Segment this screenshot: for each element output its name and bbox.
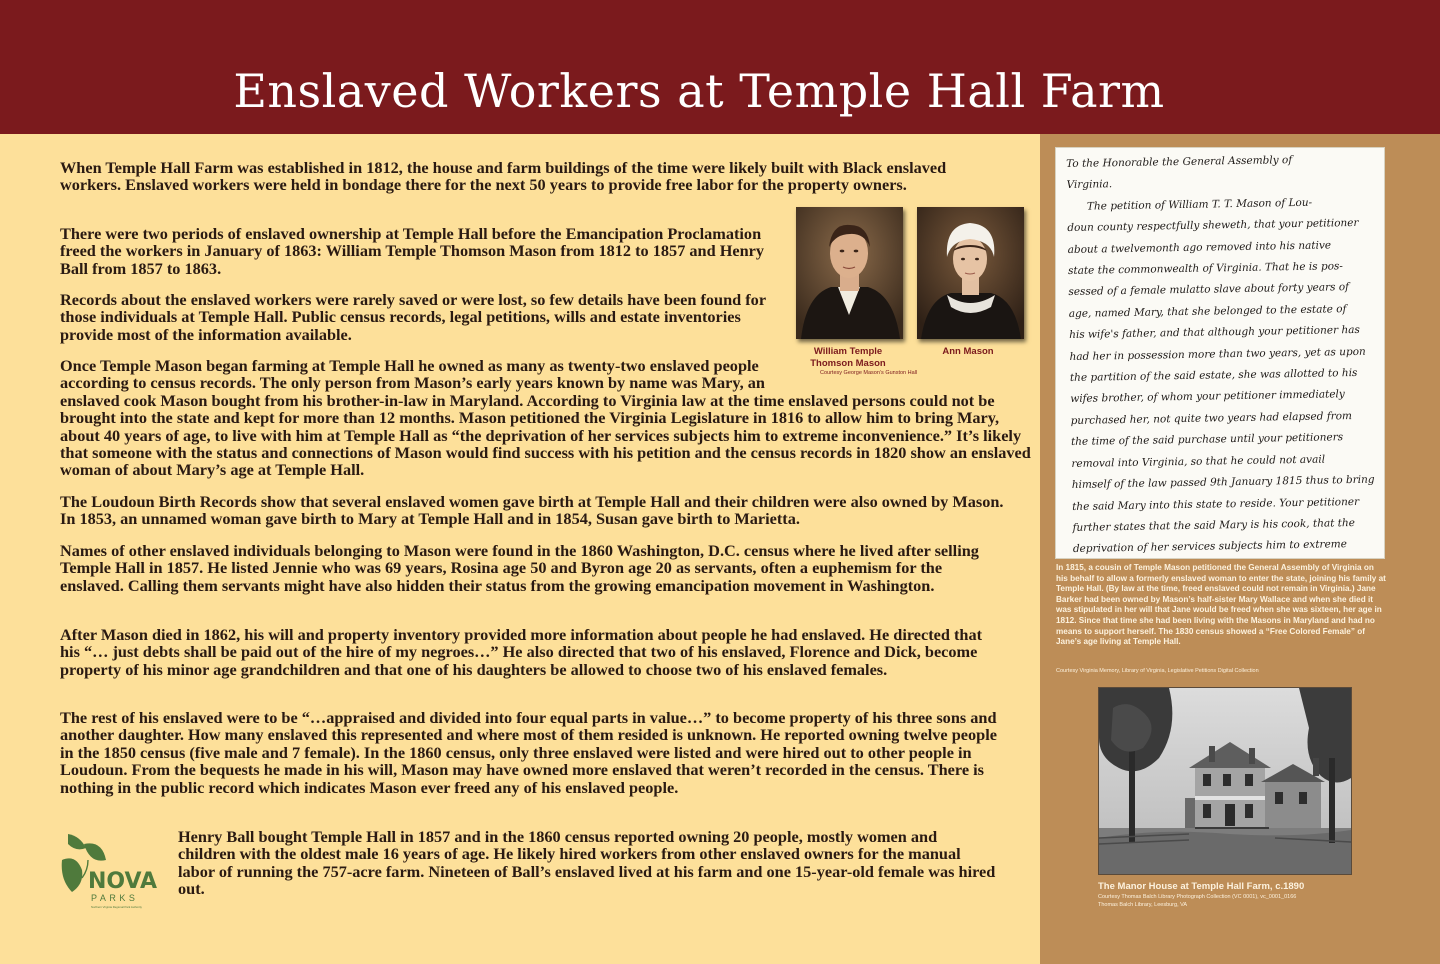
ann-mason-painting — [917, 207, 1024, 339]
nova-tagline: Northern Virginia Regional Park Authority — [91, 905, 142, 909]
petition-handwriting: To the Honorable the General Assembly of Virginia. The petition of William T. T. Mason of Lou- doun county respectfully sheweth, that your petitioner about a twelvemonth ago removed into his native state the commonwealth of Virginia. That he is pos- sessed of a female mulatto slave about forty years of age, named Mary, that she belonged to the estate of his wife's father, and that although your petitioner has had her in possession more than two years, yet as upon the partition of the said estate, she was allotted to his wifes brother, of whom your petitioner immediately purchased her, not quite two years had elapsed from the time of the said purchase until your petitioners removal into Virginia, so that he could not avail himself of the law passed 9th January 1815 thus to bring the said Mary into this state to reside. Your petitioner further states that the said Mary is his cook, that the deprivation of her services subjects him to extreme — [1066, 154, 1375, 556]
portraits-credit: Courtesy George Mason’s Gunston Hall — [820, 370, 918, 376]
paragraph-records: Records about the enslaved workers were rarely saved or were lost, so few details have been found for those individuals at Temple Hall. Public census records, legal petitions, wills and estate inventories provide most of the information available. — [60, 290, 766, 344]
petition-caption: In 1815, a cousin of Temple Mason petitioned the General Assembly of Virginia on his behalf to allow a formerly enslaved woman to enter the state, joining his family at Temple Hall. (By law at the time, freed enslaved could not remain in Virginia.) Jane Barker had been owned by Mason’s half-sister Mary Wallace and when she died it was stipulated in her will that Jane would be freed when she was sixteen, her age in 1812. Since that time she had been living with the Masons in Maryland and had no means to support herself. The 1830 census showed a “Free Colored Female” of Jane’s age living at Temple Hall. — [1056, 563, 1386, 647]
petition-credit: Courtesy Virginia Memory, Library of Virginia, Legislative Petitions Digital Collection — [1056, 668, 1259, 674]
ann-mason-caption: Ann Mason — [942, 346, 994, 357]
ann-mason-portrait — [917, 207, 1024, 339]
nova-parks-logo — [58, 830, 158, 922]
paragraph-washington-census: Names of other enslaved individuals belonging to Mason were found in the 1860 Washington, D.C. census where he lived after selling Temple Hall in 1857. He listed Jennie who was 69 years, Rosina age 50 and Byron age 20 as servants, often a euphemism for the enslaved. Calling them servants might have also hidden their status from the growing emancipation movement in Washington. — [60, 541, 979, 595]
paragraph-henry-ball: Henry Ball bought Temple Hall in 1857 and in the 1860 census reported owning 20 people, mostly women and children with the oldest male 16 years of age. He likely hired workers from other enslaved owners for the manual labor of running the 757-acre farm. Nineteen of Ball’s enslaved lived at his farm and one 15-year-old female was hired out. — [178, 827, 996, 899]
manor-house-credit-2: Thomas Balch Library, Leesburg, VA — [1098, 902, 1188, 908]
paragraph-birth-records: The Loudoun Birth Records show that several enslaved women gave birth at Temple Hall and their children were also owned by Mason. In 1853, an unnamed woman gave birth to Mary at Temple Hall and in 1854, Susan gave birth to Marietta. — [60, 492, 1004, 529]
william-mason-portrait — [796, 207, 903, 339]
nova-wordmark: NOVA — [88, 869, 158, 894]
manor-house-image — [1099, 688, 1351, 874]
title-banner — [0, 0, 1440, 134]
william-mason-caption: William Temple Thomson Mason — [810, 346, 886, 369]
william-mason-painting — [796, 207, 903, 339]
paragraph-division: The rest of his enslaved were to be “…appraised and divided into four equal parts in value…” to become property of his three sons and another daughter. How many enslaved this represented and where most of them resided is unknown. He reported owning twelve people in the 1850 census (five male and 7 female). In the 1860 census, only three enslaved were listed and were hired out to other people in Loudoun. From the bequests he made in his will, Mason may have owned more enslaved that weren’t recorded in the census. There is nothing in the public record which indicates Mason ever freed any of his enslaved people. — [60, 708, 997, 797]
paragraph-mary-text: Once Temple Mason began farming at Temple Hall he owned as many as twenty-two enslaved people according to census records. The only person from Mason’s early years known by name was Mary, an enslaved cook Mason bought from his brother-in-law in Maryland. According to Virginia law at the time enslaved persons could not be brought into the state and kept for more than 12 months. Mason petitioned the Virginia Legislature in 1816 to allow him to bring Mary, about 40 years of age, to live with him at Temple Hall as “the deprivation of her services subjects him to extreme inconvenience.” It’s likely that someone with the status and connections of Mason would find success with his petition and the census records in 1820 show an enslaved woman of about Mary’s age at Temple Hall. — [60, 356, 1031, 480]
paragraph-intro: When Temple Hall Farm was established in 1812, the house and farm buildings of the time were likely built with Black enslaved workers. Enslaved workers were held in bondage there for the next 50 years to provide free labor for the property owners. — [60, 158, 947, 195]
manor-house-credit-1: Courtesy Thomas Balch Library Photograph Collection (VC 0001), vc_0001_0166 — [1098, 894, 1297, 900]
petition-document — [1056, 148, 1384, 558]
manor-house-photo — [1099, 688, 1351, 874]
paragraph-will: After Mason died in 1862, his will and property inventory provided more information about people he had enslaved. He directed that his “… just debts shall be paid out of the hire of my negroes…” He also directed that two of his enslaved, Florence and Dick, become property of his minor age grandchildren and that one of his daughters be allowed to choose two of his enslaved females. — [60, 625, 983, 679]
manor-house-caption: The Manor House at Temple Hall Farm, c.1890 — [1098, 881, 1305, 892]
paragraph-ownership-periods: There were two periods of enslaved ownership at Temple Hall before the Emancipation Proclamation freed the workers in January of 1863: William Temple Thomson Mason from 1812 to 1857 and Henry Ball from 1857 to 1863. — [60, 224, 765, 278]
nova-parks-leaf-icon — [58, 830, 158, 922]
parks-wordmark: PARKS — [91, 893, 139, 903]
page-title: Enslaved Workers at Temple Hall Farm — [233, 64, 1165, 118]
